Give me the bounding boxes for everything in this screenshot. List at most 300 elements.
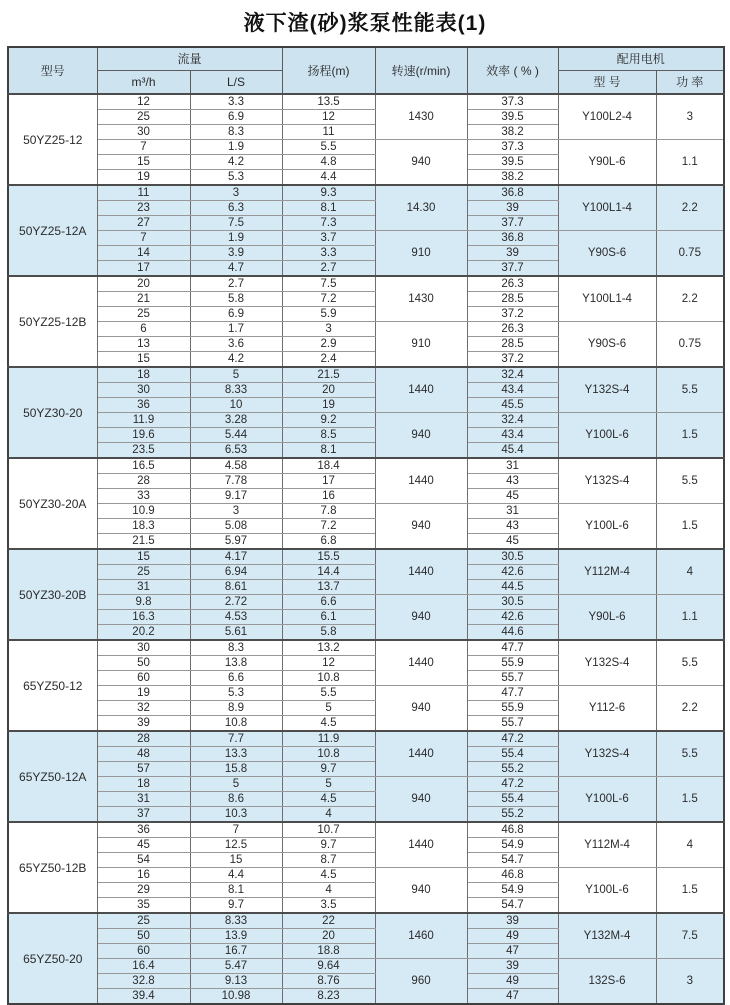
cell-motor-power: 0.75: [656, 322, 724, 368]
cell-flow-m3h: 15: [97, 352, 190, 368]
cell-flow-m3h: 29: [97, 883, 190, 898]
header-model: 型号: [8, 47, 97, 94]
cell-flow-ls: 10.8: [190, 716, 282, 732]
cell-flow-ls: 16.7: [190, 944, 282, 959]
cell-efficiency: 31: [467, 504, 558, 519]
cell-head: 20: [282, 383, 375, 398]
cell-efficiency: 39: [467, 959, 558, 974]
cell-flow-m3h: 50: [97, 929, 190, 944]
cell-flow-m3h: 32: [97, 701, 190, 716]
cell-motor-power: 1.1: [656, 140, 724, 186]
cell-flow-m3h: 6: [97, 322, 190, 337]
cell-flow-m3h: 13: [97, 337, 190, 352]
cell-head: 7.8: [282, 504, 375, 519]
cell-head: 7.2: [282, 292, 375, 307]
cell-flow-m3h: 19.6: [97, 428, 190, 443]
cell-flow-m3h: 21.5: [97, 534, 190, 550]
cell-flow-ls: 4.2: [190, 352, 282, 368]
cell-head: 12: [282, 656, 375, 671]
cell-efficiency: 39.5: [467, 110, 558, 125]
cell-head: 9.2: [282, 413, 375, 428]
cell-flow-ls: 8.9: [190, 701, 282, 716]
cell-motor-model: Y100L-6: [558, 777, 656, 823]
cell-efficiency: 46.8: [467, 868, 558, 883]
cell-efficiency: 37.7: [467, 216, 558, 231]
cell-head: 2.4: [282, 352, 375, 368]
cell-speed: 910: [375, 231, 467, 277]
cell-flow-m3h: 16.5: [97, 458, 190, 474]
cell-head: 5.5: [282, 140, 375, 155]
cell-flow-m3h: 39: [97, 716, 190, 732]
cell-flow-ls: 5.3: [190, 170, 282, 186]
cell-flow-ls: 5: [190, 367, 282, 383]
cell-motor-power: 2.2: [656, 686, 724, 732]
cell-efficiency: 38.2: [467, 170, 558, 186]
cell-motor-power: 0.75: [656, 231, 724, 277]
cell-efficiency: 32.4: [467, 367, 558, 383]
cell-flow-ls: 3.3: [190, 94, 282, 110]
cell-efficiency: 43.4: [467, 383, 558, 398]
cell-head: 13.2: [282, 640, 375, 656]
cell-flow-m3h: 25: [97, 565, 190, 580]
cell-head: 8.5: [282, 428, 375, 443]
table-row: [8, 822, 724, 838]
cell-flow-ls: 5: [190, 777, 282, 792]
cell-head: 5.5: [282, 686, 375, 701]
cell-efficiency: 28.5: [467, 337, 558, 352]
cell-motor-model: Y90S-6: [558, 322, 656, 368]
cell-efficiency: 28.5: [467, 292, 558, 307]
cell-motor-model: Y100L-6: [558, 413, 656, 459]
cell-speed: 1440: [375, 549, 467, 595]
cell-flow-ls: 5.8: [190, 292, 282, 307]
cell-speed: 1440: [375, 367, 467, 413]
cell-efficiency: 36.8: [467, 185, 558, 201]
cell-head: 20: [282, 929, 375, 944]
cell-flow-m3h: 31: [97, 792, 190, 807]
cell-flow-ls: 7.78: [190, 474, 282, 489]
cell-efficiency: 55.7: [467, 716, 558, 732]
cell-head: 4.4: [282, 170, 375, 186]
cell-pump-model: 50YZ30-20: [8, 367, 97, 458]
cell-efficiency: 47.2: [467, 777, 558, 792]
cell-head: 3.5: [282, 898, 375, 914]
cell-flow-m3h: 18: [97, 777, 190, 792]
cell-motor-power: 7.5: [656, 913, 724, 959]
header-motor-model: 型 号: [558, 71, 656, 95]
cell-efficiency: 55.2: [467, 807, 558, 823]
cell-flow-ls: 10.3: [190, 807, 282, 823]
cell-flow-ls: 8.3: [190, 640, 282, 656]
cell-efficiency: 37.7: [467, 261, 558, 277]
cell-pump-model: 65YZ50-12B: [8, 822, 97, 913]
cell-speed: 940: [375, 413, 467, 459]
cell-head: 15.5: [282, 549, 375, 565]
cell-speed: 1430: [375, 276, 467, 322]
cell-head: 3.3: [282, 246, 375, 261]
cell-flow-ls: 6.9: [190, 110, 282, 125]
cell-motor-model: Y132M-4: [558, 913, 656, 959]
cell-motor-model: Y100L1-4: [558, 185, 656, 231]
cell-head: 3: [282, 322, 375, 337]
cell-efficiency: 55.4: [467, 747, 558, 762]
cell-flow-ls: 6.53: [190, 443, 282, 459]
cell-flow-m3h: 7: [97, 140, 190, 155]
table-row: [8, 140, 724, 155]
table-row: [8, 868, 724, 883]
cell-head: 19: [282, 398, 375, 413]
cell-head: 6.6: [282, 595, 375, 610]
cell-head: 5.8: [282, 625, 375, 641]
cell-head: 11.9: [282, 731, 375, 747]
cell-flow-ls: 6.9: [190, 307, 282, 322]
cell-flow-ls: 10: [190, 398, 282, 413]
cell-motor-model: Y132S-4: [558, 367, 656, 413]
table-row: [8, 640, 724, 656]
cell-flow-m3h: 37: [97, 807, 190, 823]
cell-flow-ls: 7.7: [190, 731, 282, 747]
cell-head: 2.9: [282, 337, 375, 352]
cell-flow-ls: 5.97: [190, 534, 282, 550]
cell-flow-ls: 9.17: [190, 489, 282, 504]
cell-head: 18.8: [282, 944, 375, 959]
cell-flow-m3h: 14: [97, 246, 190, 261]
cell-efficiency: 55.9: [467, 701, 558, 716]
cell-head: 5: [282, 701, 375, 716]
cell-flow-m3h: 30: [97, 383, 190, 398]
cell-motor-model: Y112M-4: [558, 549, 656, 595]
cell-head: 13.5: [282, 94, 375, 110]
table-row: [8, 959, 724, 974]
cell-efficiency: 47: [467, 944, 558, 959]
cell-efficiency: 38.2: [467, 125, 558, 140]
page-title: 液下渣(砂)浆泵性能表(1): [243, 12, 487, 35]
cell-flow-m3h: 20: [97, 276, 190, 292]
cell-head: 9.64: [282, 959, 375, 974]
cell-efficiency: 39: [467, 913, 558, 929]
cell-motor-power: 1.5: [656, 868, 724, 914]
cell-head: 9.7: [282, 838, 375, 853]
table-row: [8, 94, 724, 110]
cell-flow-m3h: 9.8: [97, 595, 190, 610]
cell-flow-m3h: 16.4: [97, 959, 190, 974]
cell-flow-ls: 6.3: [190, 201, 282, 216]
cell-flow-m3h: 25: [97, 913, 190, 929]
cell-efficiency: 54.9: [467, 838, 558, 853]
cell-head: 17: [282, 474, 375, 489]
cell-flow-m3h: 30: [97, 640, 190, 656]
cell-efficiency: 45.5: [467, 398, 558, 413]
cell-pump-model: 50YZ25-12B: [8, 276, 97, 367]
cell-flow-m3h: 7: [97, 231, 190, 246]
cell-motor-model: 132S-6: [558, 959, 656, 1005]
cell-head: 7.2: [282, 519, 375, 534]
cell-speed: 14.30: [375, 185, 467, 231]
cell-flow-m3h: 48: [97, 747, 190, 762]
cell-head: 7.3: [282, 216, 375, 231]
cell-flow-m3h: 11.9: [97, 413, 190, 428]
cell-flow-ls: 1.7: [190, 322, 282, 337]
cell-flow-m3h: 16.3: [97, 610, 190, 625]
cell-motor-model: Y132S-4: [558, 731, 656, 777]
cell-speed: 1460: [375, 913, 467, 959]
cell-flow-ls: 15: [190, 853, 282, 868]
cell-speed: 1440: [375, 731, 467, 777]
cell-head: 9.7: [282, 762, 375, 777]
cell-flow-m3h: 15: [97, 549, 190, 565]
cell-flow-m3h: 19: [97, 686, 190, 701]
cell-flow-m3h: 60: [97, 671, 190, 686]
cell-efficiency: 37.2: [467, 352, 558, 368]
cell-efficiency: 45: [467, 534, 558, 550]
cell-head: 18.4: [282, 458, 375, 474]
cell-head: 8.1: [282, 201, 375, 216]
cell-flow-ls: 5.08: [190, 519, 282, 534]
cell-motor-power: 4: [656, 822, 724, 868]
cell-motor-model: Y100L2-4: [558, 94, 656, 140]
cell-efficiency: 39: [467, 201, 558, 216]
cell-motor-power: 2.2: [656, 276, 724, 322]
cell-flow-ls: 8.6: [190, 792, 282, 807]
cell-efficiency: 30.5: [467, 549, 558, 565]
cell-motor-power: 5.5: [656, 367, 724, 413]
cell-motor-model: Y90L-6: [558, 140, 656, 186]
cell-flow-m3h: 30: [97, 125, 190, 140]
cell-flow-ls: 8.3: [190, 125, 282, 140]
cell-head: 8.1: [282, 443, 375, 459]
cell-motor-model: Y132S-4: [558, 640, 656, 686]
cell-efficiency: 54.7: [467, 898, 558, 914]
cell-flow-m3h: 28: [97, 474, 190, 489]
cell-flow-m3h: 15: [97, 155, 190, 170]
cell-flow-ls: 2.7: [190, 276, 282, 292]
cell-flow-ls: 4.17: [190, 549, 282, 565]
cell-speed: 910: [375, 322, 467, 368]
cell-flow-m3h: 27: [97, 216, 190, 231]
cell-flow-ls: 13.9: [190, 929, 282, 944]
cell-efficiency: 37.2: [467, 307, 558, 322]
cell-efficiency: 49: [467, 929, 558, 944]
cell-head: 4: [282, 883, 375, 898]
cell-speed: 940: [375, 595, 467, 641]
table-row: [8, 686, 724, 701]
cell-flow-ls: 5.3: [190, 686, 282, 701]
cell-head: 8.23: [282, 989, 375, 1005]
cell-flow-ls: 13.8: [190, 656, 282, 671]
cell-flow-ls: 15.8: [190, 762, 282, 777]
cell-head: 8.76: [282, 974, 375, 989]
header-flow-ls: L/S: [190, 71, 282, 95]
table-row: [8, 231, 724, 246]
cell-speed: 940: [375, 777, 467, 823]
cell-efficiency: 45.4: [467, 443, 558, 459]
cell-flow-m3h: 36: [97, 398, 190, 413]
cell-flow-m3h: 32.8: [97, 974, 190, 989]
cell-flow-ls: 6.6: [190, 671, 282, 686]
cell-head: 21.5: [282, 367, 375, 383]
table-header: [8, 47, 724, 94]
cell-flow-m3h: 19: [97, 170, 190, 186]
cell-speed: 1430: [375, 94, 467, 140]
cell-efficiency: 55.7: [467, 671, 558, 686]
cell-efficiency: 46.8: [467, 822, 558, 838]
cell-flow-ls: 13.3: [190, 747, 282, 762]
cell-efficiency: 39.5: [467, 155, 558, 170]
cell-pump-model: 50YZ30-20B: [8, 549, 97, 640]
cell-flow-ls: 4.2: [190, 155, 282, 170]
cell-flow-m3h: 45: [97, 838, 190, 853]
cell-efficiency: 55.2: [467, 762, 558, 777]
cell-motor-model: Y112-6: [558, 686, 656, 732]
cell-flow-ls: 3: [190, 185, 282, 201]
cell-flow-ls: 5.61: [190, 625, 282, 641]
cell-speed: 940: [375, 868, 467, 914]
cell-flow-ls: 1.9: [190, 231, 282, 246]
header-motor: 配用电机: [558, 47, 724, 71]
cell-flow-ls: 8.33: [190, 383, 282, 398]
cell-flow-m3h: 39.4: [97, 989, 190, 1005]
cell-efficiency: 47.2: [467, 731, 558, 747]
header-motor-power: 功 率: [656, 71, 724, 95]
table-row: [8, 458, 724, 474]
cell-flow-m3h: 23.5: [97, 443, 190, 459]
cell-efficiency: 43: [467, 519, 558, 534]
header-flow-m3h: m³/h: [97, 71, 190, 95]
cell-flow-m3h: 23: [97, 201, 190, 216]
cell-flow-ls: 5.47: [190, 959, 282, 974]
cell-efficiency: 45: [467, 489, 558, 504]
cell-pump-model: 65YZ50-12: [8, 640, 97, 731]
cell-motor-power: 2.2: [656, 185, 724, 231]
cell-flow-ls: 2.72: [190, 595, 282, 610]
header-speed: 转速(r/min): [375, 47, 467, 94]
cell-flow-m3h: 18: [97, 367, 190, 383]
cell-efficiency: 37.3: [467, 140, 558, 155]
cell-speed: 1440: [375, 458, 467, 504]
cell-efficiency: 54.9: [467, 883, 558, 898]
cell-motor-power: 3: [656, 94, 724, 140]
table-row: [8, 367, 724, 383]
cell-head: 6.8: [282, 534, 375, 550]
cell-flow-ls: 8.1: [190, 883, 282, 898]
cell-flow-ls: 5.44: [190, 428, 282, 443]
cell-flow-ls: 4.58: [190, 458, 282, 474]
cell-speed: 940: [375, 140, 467, 186]
cell-pump-model: 50YZ25-12: [8, 94, 97, 185]
table-row: [8, 413, 724, 428]
cell-efficiency: 42.6: [467, 565, 558, 580]
cell-flow-ls: 3: [190, 504, 282, 519]
cell-flow-m3h: 12: [97, 94, 190, 110]
cell-motor-power: 5.5: [656, 458, 724, 504]
cell-motor-power: 1.5: [656, 504, 724, 550]
cell-efficiency: 43: [467, 474, 558, 489]
cell-head: 14.4: [282, 565, 375, 580]
cell-efficiency: 47: [467, 989, 558, 1005]
cell-flow-m3h: 16: [97, 868, 190, 883]
cell-efficiency: 36.8: [467, 231, 558, 246]
cell-efficiency: 39: [467, 246, 558, 261]
cell-flow-ls: 4.4: [190, 868, 282, 883]
cell-flow-ls: 4.7: [190, 261, 282, 277]
cell-efficiency: 31: [467, 458, 558, 474]
cell-efficiency: 32.4: [467, 413, 558, 428]
header-efficiency: 效率 ( % ): [467, 47, 558, 94]
pump-performance-table: [7, 46, 725, 1005]
cell-flow-ls: 9.7: [190, 898, 282, 914]
cell-efficiency: 44.6: [467, 625, 558, 641]
cell-efficiency: 49: [467, 974, 558, 989]
cell-head: 16: [282, 489, 375, 504]
cell-flow-ls: 3.9: [190, 246, 282, 261]
table-row: [8, 276, 724, 292]
cell-motor-power: 1.5: [656, 413, 724, 459]
cell-head: 5: [282, 777, 375, 792]
cell-head: 10.8: [282, 747, 375, 762]
cell-speed: 1440: [375, 640, 467, 686]
cell-motor-power: 5.5: [656, 640, 724, 686]
cell-head: 4.8: [282, 155, 375, 170]
cell-head: 9.3: [282, 185, 375, 201]
cell-pump-model: 65YZ50-20: [8, 913, 97, 1004]
table-row: [8, 185, 724, 201]
cell-efficiency: 55.4: [467, 792, 558, 807]
cell-flow-ls: 3.28: [190, 413, 282, 428]
cell-head: 2.7: [282, 261, 375, 277]
cell-head: 10.8: [282, 671, 375, 686]
cell-efficiency: 26.3: [467, 276, 558, 292]
cell-flow-m3h: 50: [97, 656, 190, 671]
cell-flow-ls: 1.9: [190, 140, 282, 155]
table-row: [8, 595, 724, 610]
cell-motor-model: Y90L-6: [558, 595, 656, 641]
table-row: [8, 731, 724, 747]
cell-motor-power: 1.1: [656, 595, 724, 641]
table-row: [8, 322, 724, 337]
cell-flow-ls: 10.98: [190, 989, 282, 1005]
cell-flow-m3h: 25: [97, 110, 190, 125]
cell-flow-m3h: 17: [97, 261, 190, 277]
table-row: [8, 549, 724, 565]
cell-flow-m3h: 25: [97, 307, 190, 322]
table-body: [8, 94, 724, 1004]
cell-flow-ls: 8.33: [190, 913, 282, 929]
cell-efficiency: 26.3: [467, 322, 558, 337]
cell-flow-ls: 3.6: [190, 337, 282, 352]
cell-speed: 960: [375, 959, 467, 1005]
cell-efficiency: 44.5: [467, 580, 558, 595]
cell-efficiency: 37.3: [467, 94, 558, 110]
cell-flow-m3h: 10.9: [97, 504, 190, 519]
cell-motor-power: 1.5: [656, 777, 724, 823]
cell-head: 4.5: [282, 792, 375, 807]
cell-flow-m3h: 21: [97, 292, 190, 307]
cell-flow-m3h: 28: [97, 731, 190, 747]
header-flow: 流量: [97, 47, 282, 71]
cell-flow-ls: 8.61: [190, 580, 282, 595]
cell-head: 7.5: [282, 276, 375, 292]
cell-head: 4: [282, 807, 375, 823]
cell-motor-power: 3: [656, 959, 724, 1005]
cell-flow-m3h: 31: [97, 580, 190, 595]
cell-speed: 940: [375, 686, 467, 732]
cell-head: 13.7: [282, 580, 375, 595]
table-row: [8, 777, 724, 792]
cell-head: 4.5: [282, 868, 375, 883]
cell-motor-model: Y132S-4: [558, 458, 656, 504]
cell-flow-m3h: 60: [97, 944, 190, 959]
header-head: 扬程(m): [282, 47, 375, 94]
